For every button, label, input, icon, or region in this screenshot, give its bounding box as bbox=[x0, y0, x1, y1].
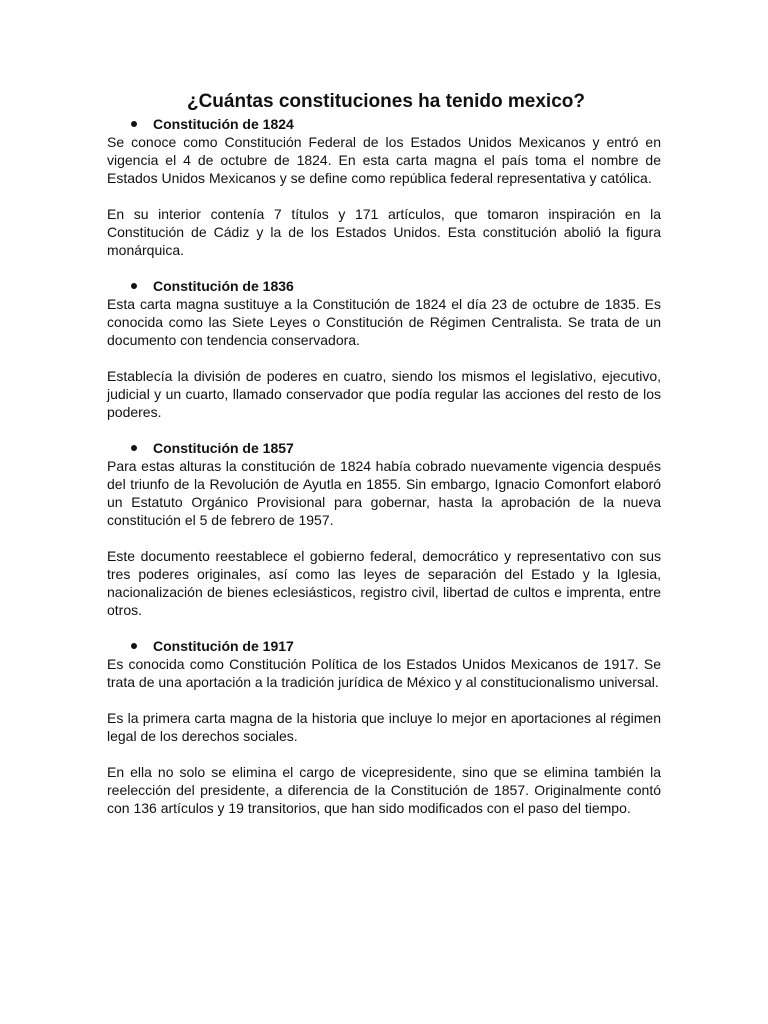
section-heading-text: Constitución de 1836 bbox=[153, 278, 294, 294]
section-1824 bbox=[107, 115, 661, 259]
paragraph: Para estas alturas la constitución de 1824 había cobrado nuevamente vigencia después del triunfo de la Revolución de Ayutla en 1855. Sin embargo, Ignacio Comonfort elaboró un Estatuto Orgánico Provisional para gobernar, hasta la aprobación de la nueva constitución el 5 de febrero de 1957. bbox=[107, 458, 661, 528]
bullet-icon bbox=[131, 643, 137, 649]
paragraph: Se conoce como Constitución Federal de los Estados Unidos Mexicanos y entró en vigencia el 4 de octubre de 1824. En esta carta magna el país toma el nombre de Estados Unidos Mexicanos y se define como república federal representativa y católica. bbox=[107, 134, 661, 186]
section-heading-text: Constitución de 1917 bbox=[153, 638, 294, 654]
section-heading bbox=[107, 439, 661, 457]
paragraph: Es conocida como Constitución Política de los Estados Unidos Mexicanos de 1917. Se trata de una aportación a la tradición jurídica de México y al constitucionalismo universal. bbox=[107, 656, 661, 690]
section-heading-text: Constitución de 1824 bbox=[153, 116, 294, 132]
paragraph: En su interior contenía 7 títulos y 171 artículos, que tomaron inspiración en la Constitución de Cádiz y la de los Estados Unidos. Esta constitución abolió la figura monárquica. bbox=[107, 206, 661, 258]
section-heading bbox=[107, 277, 661, 295]
section-1917 bbox=[107, 637, 661, 817]
bullet-icon bbox=[131, 445, 137, 451]
paragraph: Este documento reestablece el gobierno federal, democrático y representativo con sus tres poderes originales, así como las leyes de separación del Estado y la Iglesia, nacionalización de bienes eclesiásticos, registro civil, libertad de cultos e imprenta, entre otros. bbox=[107, 548, 661, 618]
section-1836 bbox=[107, 277, 661, 421]
section-heading-text: Constitución de 1857 bbox=[153, 440, 294, 456]
section-heading bbox=[107, 115, 661, 133]
page-title: ¿Cuántas constituciones ha tenido mexico? bbox=[186, 91, 585, 112]
bullet-icon bbox=[131, 283, 137, 289]
paragraph: Es la primera carta magna de la historia que incluye lo mejor en aportaciones al régimen legal de los derechos sociales. bbox=[107, 710, 661, 744]
section-heading bbox=[107, 637, 661, 655]
bullet-icon bbox=[131, 121, 137, 127]
paragraph: Esta carta magna sustituye a la Constitución de 1824 el día 23 de octubre de 1835. Es conocida como las Siete Leyes o Constitución de Régimen Centralista. Se trata de un documento con tendencia conservadora. bbox=[107, 296, 661, 348]
paragraph: En ella no solo se elimina el cargo de vicepresidente, sino que se elimina también la reelección del presidente, a diferencia de la Constitución de 1857. Originalmente contó con 136 artículos y 19 transitorios, que han sido modificados con el paso del tiempo. bbox=[107, 764, 661, 816]
document-page bbox=[107, 90, 661, 817]
paragraph: Establecía la división de poderes en cuatro, siendo los mismos el legislativo, ejecutivo, judicial y un cuarto, llamado conservador que podía regular las acciones del resto de los poderes. bbox=[107, 368, 661, 420]
section-1857 bbox=[107, 439, 661, 619]
